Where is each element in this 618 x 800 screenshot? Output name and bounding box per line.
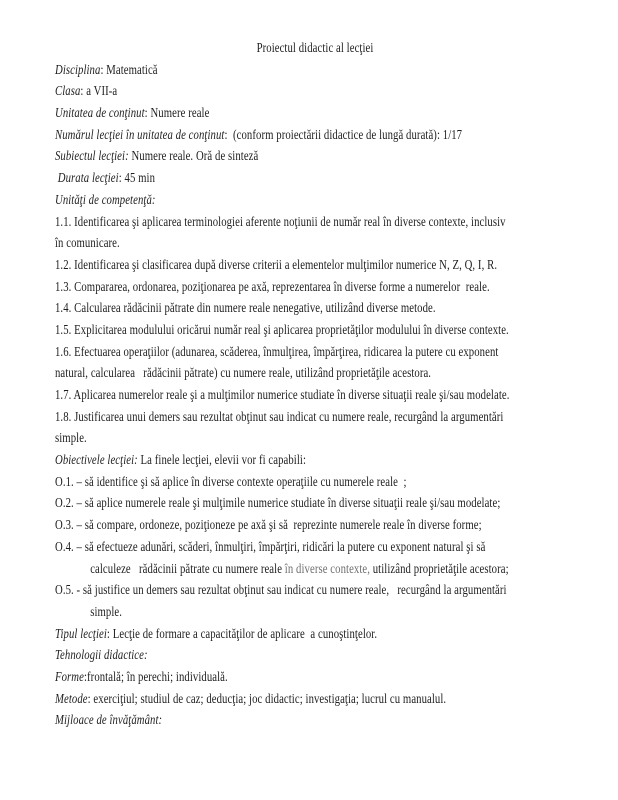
text-segment: O.3. – să compare, ordoneze, poziţioneze pe axă şi să reprezinte numerele reale în diverse forme; [55, 517, 482, 533]
text-segment: Clasa [55, 83, 81, 99]
competenta-1-1-continuare [55, 232, 575, 254]
text-segment: Unitatea de conţinut [55, 105, 145, 121]
obiectiv-o-4 [55, 536, 575, 558]
heading-obiectivele-lectiei [55, 449, 575, 471]
text-segment: Forme [55, 668, 84, 684]
obiectiv-o-5-continuare [55, 601, 575, 623]
heading-tehnologii-didactice [55, 644, 575, 666]
text-segment: calculeze rădăcinii pătrate cu numere reale [90, 560, 285, 576]
competenta-1-6 [55, 341, 575, 363]
text-segment: 1.3. Compararea, ordonarea, poziţionarea pe axă, reprezentarea în diverse forme a numerelor reale. [55, 278, 490, 294]
text-segment: Numărul lecţiei în unitatea de conţinut [55, 126, 225, 142]
text-segment: : 45 min [118, 170, 156, 186]
field-numarul-lectiei [55, 124, 575, 146]
competenta-1-8 [55, 406, 575, 428]
text-segment: 1.8. Justificarea unui demers sau rezultat obţinut sau indicat cu numere reale, recurgând la argumentări [55, 408, 504, 424]
competenta-1-5 [55, 319, 575, 341]
text-segment: 1.4. Calcularea rădăcinii pătrate din numere reale nenegative, utilizând diverse metode. [55, 300, 436, 316]
field-disciplina [55, 59, 575, 81]
text-segment: : (conform proiectării didactice de lungă durată): 1/17 [224, 126, 463, 142]
text-segment: O.5. - să justifice un demers sau rezultat obţinut sau indicat cu numere reale, recurgând la argumentări [55, 582, 507, 598]
obiectiv-o-5 [55, 579, 575, 601]
text-segment: 1.5. Explicitarea modulului oricărui număr real şi aplicarea proprietăţilor modulului în diverse contexte. [55, 321, 509, 337]
competenta-1-3 [55, 276, 575, 298]
text-segment: Tipul lecţiei [55, 625, 107, 641]
text-segment: natural, calcularea rădăcinii pătrate) cu numere reale, utilizând proprietăţile acestora. [55, 365, 432, 381]
field-durata-lectiei [55, 167, 575, 189]
text-segment: în comunicare. [55, 235, 120, 251]
field-metode [55, 688, 575, 710]
obiectiv-o-4-continuare [55, 558, 575, 580]
text-segment: : a VII-a [80, 83, 118, 99]
text-segment: Unităţi de competenţă: [55, 191, 156, 207]
field-forme [55, 666, 575, 688]
competenta-1-2 [55, 254, 575, 276]
text-segment: Obiectivele lecţiei: [55, 452, 138, 468]
text-segment: La finele lecţiei, elevii vor fi capabili: [137, 452, 307, 468]
competenta-1-1 [55, 211, 575, 233]
text-segment: Subiectul lecţiei: [55, 148, 129, 164]
text-segment: : Numere reale [144, 105, 210, 121]
text-segment: 1.7. Aplicarea numerelor reale şi a mulţimilor numerice studiate în diverse situaţii reale şi/sau modelate. [55, 387, 510, 402]
heading-unitati-de-competenta [55, 189, 575, 211]
field-subiectul-lectiei [55, 145, 575, 167]
text-segment: Disciplina [55, 61, 101, 77]
competenta-1-6-continuare [55, 362, 575, 384]
text-segment: simple. [90, 603, 123, 619]
competenta-1-4 [55, 297, 575, 319]
text-segment: O.2. – să aplice numerele reale şi mulţimile numerice studiate în diverse situaţii reale şi/sau modelate; [55, 495, 501, 511]
text-segment: Metode [55, 690, 88, 706]
text-segment: :frontală; în perechi; individuală. [83, 668, 228, 684]
text-segment: utilizând proprietăţile acestora; [369, 560, 509, 576]
text-segment: O.1. – să identifice şi să aplice în diverse contexte operaţiile cu numerele reale ; [55, 473, 407, 489]
text-segment: 1.6. Efectuarea operaţiilor (adunarea, scăderea, înmulţirea, împărţirea, ridicarea la putere cu exponent [55, 343, 499, 359]
field-unitatea-de-continut [55, 102, 575, 124]
competenta-1-8-continuare [55, 427, 575, 449]
text-segment: simple. [55, 430, 87, 446]
text-segment: Tehnologii didactice: [55, 647, 148, 663]
text-segment: : Matematică [100, 61, 158, 77]
text-segment: Numere reale. Oră de sinteză [128, 148, 259, 164]
field-tipul-lectiei [55, 623, 575, 645]
text-segment: în diverse contexte, [284, 560, 370, 576]
text-segment: : Lecţie de formare a capacităţilor de aplicare a cunoştinţelor. [106, 625, 378, 641]
obiectiv-o-3 [55, 514, 575, 536]
text-segment: Durata lecţiei [57, 170, 119, 186]
text-segment: 1.2. Identificarea şi clasificarea după diverse criterii a elementelor mulţimilor numerice N, Z, Q, I, R. [55, 256, 498, 272]
text-segment: O.4. – să efectueze adunări, scăderi, înmulţiri, împărţiri, ridicări la putere cu exponent natural şi să [55, 538, 486, 554]
text-segment: : exerciţiul; studiul de caz; deducţia; joc didactic; investigaţia; lucrul cu manualul. [87, 690, 447, 706]
text-segment: Proiectul didactic al lecţiei [256, 40, 374, 55]
heading-mijloace-de-invatamant [55, 709, 575, 731]
competenta-1-7 [55, 384, 575, 406]
text-segment: Mijloace de învăţământ: [55, 712, 163, 728]
obiectiv-o-1 [55, 471, 575, 493]
obiectiv-o-2 [55, 492, 575, 514]
field-clasa [55, 80, 575, 102]
text-segment: 1.1. Identificarea şi aplicarea terminologiei aferente noţiunii de număr real în diverse contexte, inclusiv [55, 213, 506, 229]
doc-title [55, 37, 575, 59]
